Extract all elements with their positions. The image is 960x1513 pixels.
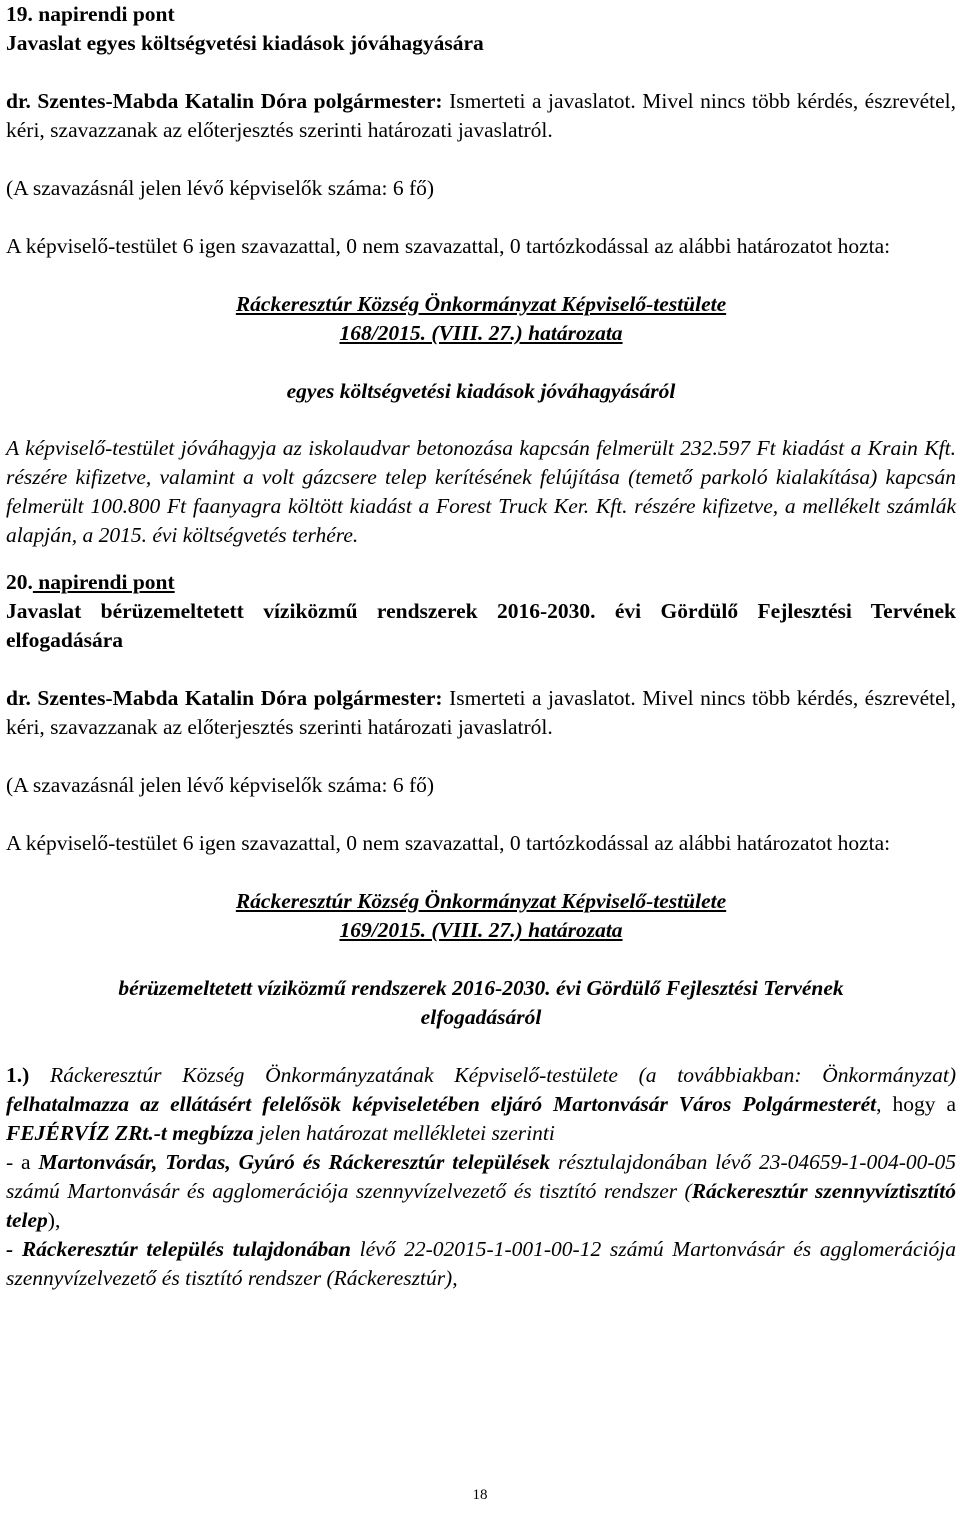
mayor-statement [6, 87, 956, 145]
speaker-name: dr. Szentes-Mabda Katalin Dóra polgármester: [6, 89, 443, 113]
agenda-item-title: Javaslat bérüzemeltetett víziközmű rendszerek 2016-2030. évi Gördülő Fejlesztési Tervének elfogadására [6, 599, 956, 652]
resolution-subject: egyes költségvetési kiadások jóváhagyásáról [286, 379, 676, 403]
mayor-statement [6, 684, 956, 742]
resolution-body: Ráckeresztúr Község Önkormányzat Képviselő-testülete [235, 889, 727, 913]
document-page [6, 0, 956, 1293]
page-number: 18 [472, 1487, 488, 1503]
resolution-number: 168/2015. (VIII. 27.) határozata [339, 321, 623, 345]
resolution-point-1: 1.) Ráckeresztúr Község Önkormányzatának Képviselő-testülete (a továbbiakban: Önkormányzat) felhatalmazza az ellátásért felelősök képviseletében eljáró Martonvásár Város Polgármesterét, hogy a FEJÉRVÍZ ZRt.-t megbízza jelen határozat mellékletei szerinti [6, 1063, 956, 1145]
resolution-number: 169/2015. (VIII. 27.) határozata [339, 918, 623, 942]
resolution-point-1-item-a: - a Martonvásár, Tordas, Gyúró és Ráckeresztúr települések résztulajdonában lévő 23-04659-1-004-00-05 számú Martonvásár és agglomerációja szennyvízelvezető és tisztító rendszer (Ráckeresztúr szennyvíztisztító telep), [6, 1150, 957, 1232]
resolution-body: Ráckeresztúr Község Önkormányzat Képviselő-testülete [235, 292, 727, 316]
resolution-point-1-item-b: - Ráckeresztúr település tulajdonában lévő 22-02015-1-001-00-12 számú Martonvásár és agglomerációja szennyvízelvezető és tisztító rendszer (Ráckeresztúr), [6, 1237, 956, 1290]
statement-text: Ismerteti a javaslatot. Mivel nincs több kérdés, észrevétel, kéri, szavazzanak az előterjesztés szerinti határozati javaslatról. [6, 89, 956, 142]
resolution-text: A képviselő-testület jóváhagyja az iskolaudvar betonozása kapcsán felmerült 232.597 Ft kiadást a Krain Kft. részére kifizetve, valamint a volt gázcsere telep kerítésének felújítása (temető parkoló kialakítása) kapcsán felmerült 100.800 Ft faanyagra költött kiadást a Forest Truck Ker. Kft. részére kifizetve, a mellékelt számlák alapján, a 2015. évi költségvetés terhére. [6, 436, 956, 547]
speaker-name: dr. Szentes-Mabda Katalin Dóra polgármester: [6, 686, 443, 710]
quorum-note: (A szavazásnál jelen lévő képviselők száma: 6 fő) [6, 176, 435, 200]
resolution-subject-cont: elfogadásáról [420, 1005, 542, 1029]
vote-result: A képviselő-testület 6 igen szavazattal, 0 nem szavazattal, 0 tartózkodással az alábbi határozatot hozta: [6, 234, 891, 258]
statement-text: Ismerteti a javaslatot. Mivel nincs több kérdés, észrevétel, kéri, szavazzanak az előterjesztés szerinti határozati javaslatról. [6, 686, 956, 739]
quorum-note: (A szavazásnál jelen lévő képviselők száma: 6 fő) [6, 773, 435, 797]
agenda-item-number: 19. napirendi pont [6, 2, 175, 26]
agenda-item-title: Javaslat egyes költségvetési kiadások jóváhagyására [6, 31, 484, 55]
resolution-subject: bérüzemeltetett víziközmű rendszerek 2016-2030. évi Gördülő Fejlesztési Tervének [118, 976, 844, 1000]
vote-result: A képviselő-testület 6 igen szavazattal, 0 nem szavazattal, 0 tartózkodással az alábbi határozatot hozta: [6, 831, 891, 855]
agenda-item-number: 20. napirendi pont [6, 570, 175, 594]
